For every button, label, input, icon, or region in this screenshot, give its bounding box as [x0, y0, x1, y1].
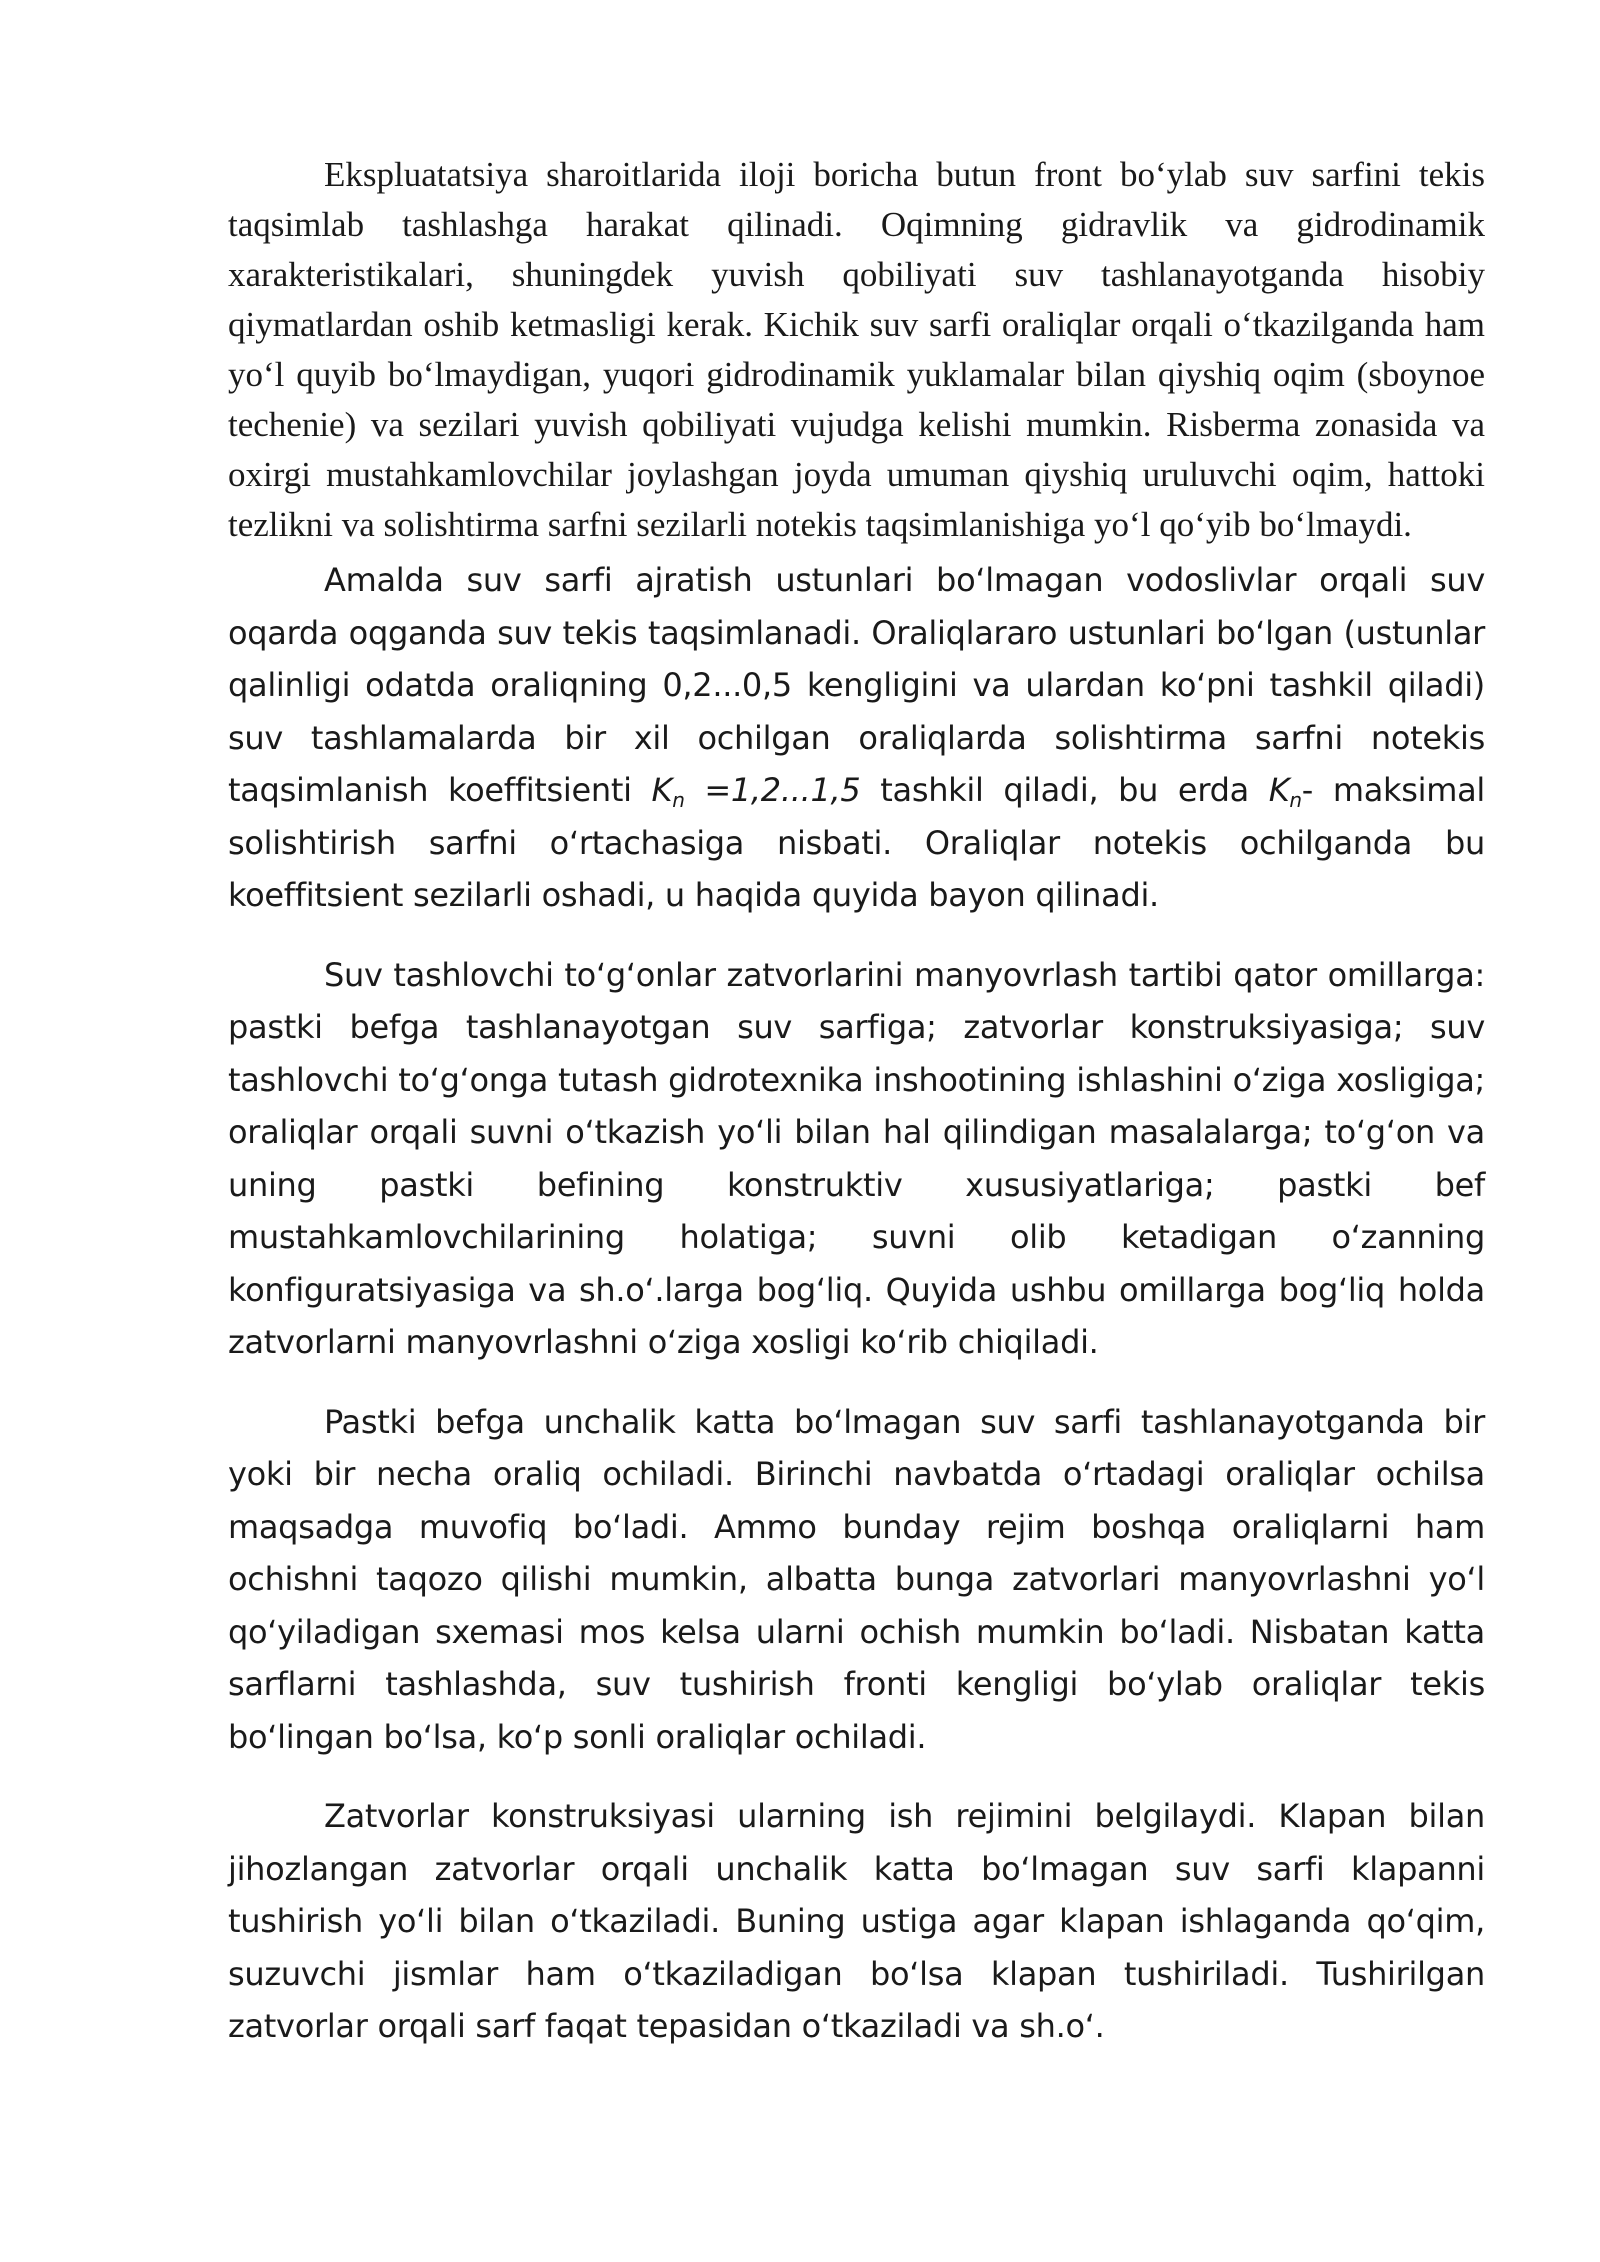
coefficient-symbol-repeat [1268, 771, 1302, 812]
paragraph-1-text: Ekspluatatsiya sharoitlarida iloji boricha butun front bo‘ylab suv sarfini tekis taqsimlab tashlashga harakat qilinadi. Oqimning gidravlik va gidrodinamik xarakteristikalari, shuningdek yuvish qobiliyati suv tashlanayotganda hisobiy qiymatlardan oshib ketmasligi kerak. Kichik suv sarfi oraliqlar orqali o‘tkazilganda ham yo‘l quyib bo‘lmaydigan, yuqori gidrodinamik yuklamalar bilan qiyshiq oqim (sboynoe techenie) va sezilari yuvish qobiliyati vujudga kelishi mumkin. Risberma zonasida va oxirgi mustahkamlovchilar joylashgan joyda umuman qiyshiq uruluvchi oqim, hattoki tezlikni va solishtirma sarfni sezilarli notekis taqsimlanishiga yo‘l qo‘yib bo‘lmaydi. [228, 155, 1485, 544]
paragraph-2 [228, 554, 1485, 922]
coefficient-symbol: K [651, 771, 673, 809]
document-page [228, 150, 1485, 2053]
paragraph-2-text-b: tashkil qiladi, bu erda [860, 771, 1269, 809]
paragraph-5-text: Zatvorlar konstruksiyasi ularning ish rejimini belgilaydi. Klapan bilan jihozlangan zatvorlar orqali unchalik katta bo‘lmagan suv sarfi klapanni tushirish yo‘li bilan o‘tkaziladi. Buning ustiga agar klapan ishlaganda qo‘qim, suzuvchi jismlar ham o‘tkaziladigan bo‘lsa klapan tushiriladi. Tushirilgan zatvorlar orqali sarf faqat tepasidan o‘tkaziladi va sh.o‘. [228, 1797, 1485, 2045]
paragraph-2-text-c: - maksimal solishtirish sarfni o‘rtachasiga nisbati. Oraliqlar notekis ochilganda bu koeffitsient sezilarli oshadi, u haqida quyida bayon qilinadi. [228, 771, 1485, 914]
paragraph-1 [228, 150, 1485, 550]
paragraph-3 [228, 949, 1485, 1369]
paragraph-4 [228, 1396, 1485, 1764]
coefficient-subscript: n [672, 788, 685, 812]
paragraph-2-text-a: Amalda suv sarfi ajratish ustunlari bo‘lmagan vodoslivlar orqali suv oqarda oqganda suv tekis taqsimlanadi. Oraliqlararo ustunlari bo‘lgan (ustunlar qalinligi odatda oraliqning 0,2...0,5 kengligini va ulardan ko‘pni tashkil qiladi) suv tashlamalarda bir xil ochilgan oraliqlarda solishtirma sarfni notekis taqsimlanish koeffitsienti [228, 561, 1485, 809]
coefficient-formula [651, 771, 861, 812]
coefficient-subscript-2: n [1289, 788, 1302, 812]
coefficient-symbol-2: K [1268, 771, 1290, 809]
paragraph-3-text: Suv tashlovchi to‘g‘onlar zatvorlarini manyovrlash tartibi qator omillarga: pastki befga tashlanayotgan suv sarfiga; zatvorlar konstruksiyasiga; suv tashlovchi to‘g‘onga tutash gidrotexnika inshootining ishlashini o‘ziga xosligiga; oraliqlar orqali suvni o‘tkazish yo‘li bilan hal qilindigan masalalarga; to‘g‘on va uning pastki befining konstruktiv xususiyatlariga; pastki bef mustahkamlovchilarining holatiga; suvni olib ketadigan o‘zanning konfiguratsiyasiga va sh.o‘.larga bog‘liq. Quyida ushbu omillarga bog‘liq holda zatvorlarni manyovrlashni o‘ziga xosligi ko‘rib chiqiladi. [228, 955, 1485, 1361]
coefficient-value: =1,2...1,5 [684, 771, 861, 809]
paragraph-4-text: Pastki befga unchalik katta bo‘lmagan suv sarfi tashlanayotganda bir yoki bir necha oraliq ochiladi. Birinchi navbatda o‘rtadagi oraliqlar ochilsa maqsadga muvofiq bo‘ladi. Ammo bunday rejim boshqa oraliqlarni ham ochishni taqozo qilishi mumkin, albatta bunga zatvorlari manyovrlashni yo‘l qo‘yiladigan sxemasi mos kelsa ularni ochish mumkin bo‘ladi. Nisbatan katta sarflarni tashlashda, suv tushirish fronti kengligi bo‘ylab oraliqlar tekis bo‘lingan bo‘lsa, ko‘p sonli oraliqlar ochiladi. [228, 1402, 1485, 1756]
paragraph-5 [228, 1790, 1485, 2053]
